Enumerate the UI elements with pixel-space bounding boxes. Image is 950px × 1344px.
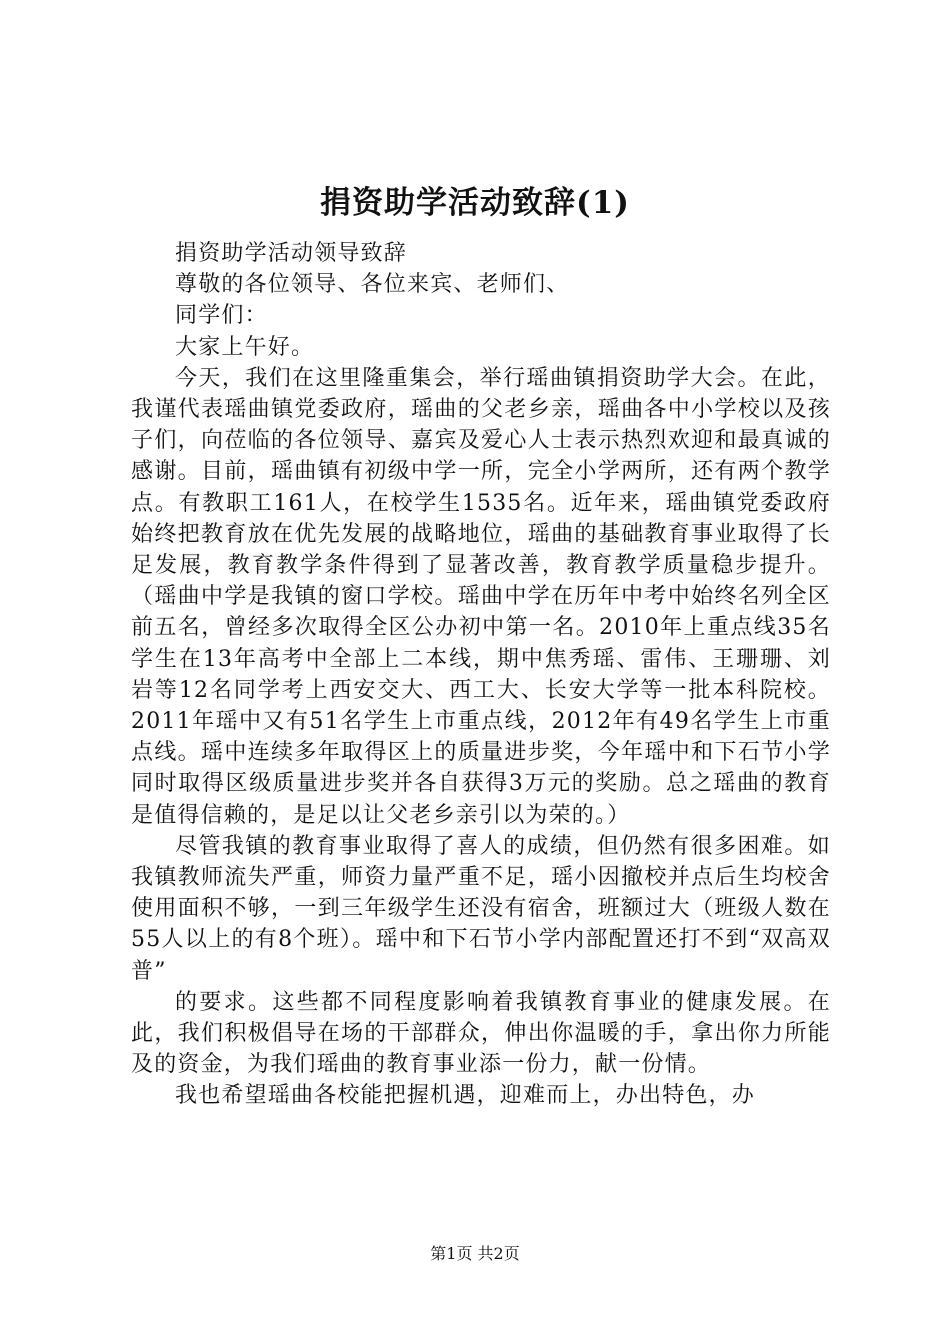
paragraph-body: 我也希望瑶曲各校能把握机遇，迎难而上，办出特色，办 <box>175 1083 756 1109</box>
paragraph-subtitle: 捐资助学活动领导致辞 <box>175 241 408 266</box>
paragraph-greeting: 大家上午好。 <box>175 334 315 360</box>
paragraph-salutation: 尊敬的各位领导、各位来宾、老师们、 <box>175 272 570 298</box>
page-footer: 第1页 共2页 <box>430 1244 520 1263</box>
document-body <box>131 238 831 1112</box>
paragraph-body: 尽管我镇的教育事业取得了喜人的成绩，但仍然有很多困难。如我镇教师流失严重，师资力量严重不足，瑶小因撤校并点后生均校舍使用面积不够，一到三年级学生还没有宿舍，班额过大（班级人数在55人以上的有8个班）。瑶中和下石节小学内部配置还打不到“双高双普” <box>131 833 831 984</box>
paragraph-body: 的要求。这些都不同程度影响着我镇教育事业的健康发展。在此，我们积极倡导在场的干部群众，伸出你温暖的手，拿出你力所能及的资金，为我们瑶曲的教育事业添一份力，献一份情。 <box>131 989 831 1078</box>
page-title: 捐资助学活动致辞(1) <box>320 185 630 221</box>
paragraph-body: 今天，我们在这里隆重集会，举行瑶曲镇捐资助学大会。在此，我谨代表瑶曲镇党委政府，瑶曲的父老乡亲，瑶曲各中小学校以及孩子们，向莅临的各位领导、嘉宾及爱心人士表示热烈欢迎和最真诚的感谢。目前，瑶曲镇有初级中学一所，完全小学两所，还有两个教学点。有教职工161人，在校学生1535名。近年来，瑶曲镇党委政府始终把教育放在优先发展的战略地位，瑶曲的基础教育事业取得了长足发展，教育教学条件得到了显著改善，教育教学质量稳步提升。（瑶曲中学是我镇的窗口学校。瑶曲中学在历年中考中始终名列全区前五名，曾经多次取得全区公办初中第一名。2010年上重点线35名学生在13年高考中全部上二本线，期中焦秀瑶、雷伟、王珊珊、刘岩等12名同学考上西安交大、西工大、长安大学等一批本科院校。2011年瑶中又有51名学生上市重点线，2012年有49名学生上市重点线。瑶中连续多年取得区上的质量进步奖，今年瑶中和下石节小学同时取得区级质量进步奖并各自获得3万元的奖励。总之瑶曲的教育是值得信赖的，是足以让父老乡亲引以为荣的。） <box>131 365 831 828</box>
paragraph-salutation-cont: 同学们： <box>175 303 268 329</box>
